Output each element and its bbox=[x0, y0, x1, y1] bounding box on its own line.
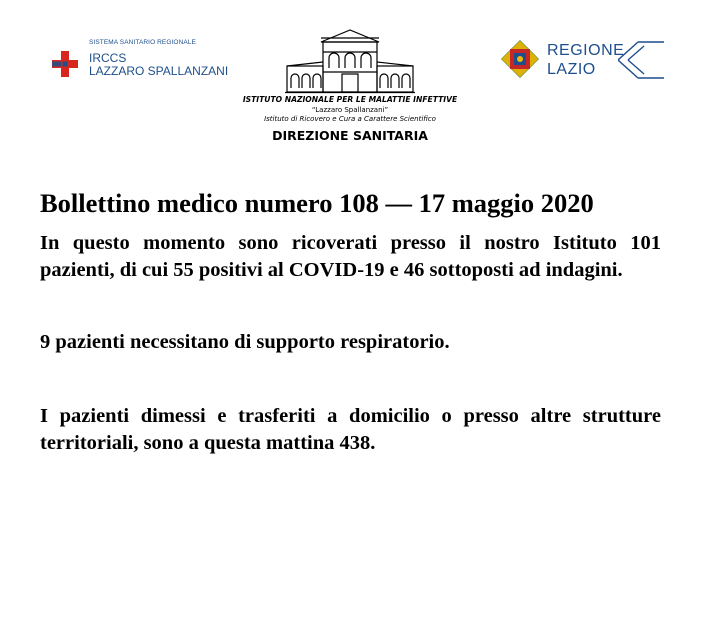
logo-org-small-text: SISTEMA SANITARIO REGIONALE bbox=[89, 39, 196, 46]
logo-irccs-text: IRCCS bbox=[89, 51, 127, 65]
medical-cross-icon bbox=[52, 51, 78, 77]
bulletin-paragraph-admissions: In questo momento sono ricoverati presso il nostro Istituto 101 pazienti, di cui 55 positivi al COVID-19 e 46 sottoposti ad indagini. bbox=[40, 232, 661, 281]
lazio-chevron-icon bbox=[618, 40, 664, 80]
bulletin-paragraph-respiratory: 9 pazienti necessitano di supporto respiratorio. bbox=[40, 331, 450, 353]
department-title: DIREZIONE SANITARIA bbox=[272, 128, 428, 143]
lazio-emblem-icon bbox=[500, 39, 540, 79]
lazio-text: LAZIO bbox=[547, 61, 596, 78]
institute-quoted-name: “Lazzaro Spallanzani” bbox=[311, 106, 389, 114]
regione-lazio-logo bbox=[500, 39, 665, 83]
institute-description: Istituto di Ricovero e Cura a Carattere Scientifico bbox=[264, 115, 436, 123]
regione-text: REGIONE bbox=[547, 42, 625, 59]
bulletin-paragraph-discharged: I pazienti dimessi e trasferiti a domicilio o presso altre strutture territoriali, sono a questa mattina 438. bbox=[40, 405, 661, 454]
spallanzani-logo bbox=[52, 38, 232, 86]
bulletin-content bbox=[40, 186, 661, 457]
logo-spallanzani-text: LAZZARO SPALLANZANI bbox=[89, 64, 229, 78]
institute-name: ISTITUTO NAZIONALE PER LE MALATTIE INFETTIVE bbox=[242, 95, 458, 104]
bulletin-title: Bollettino medico numero 108 — 17 maggio 2020 bbox=[40, 188, 594, 218]
institute-header bbox=[230, 28, 470, 143]
building-icon bbox=[285, 28, 415, 94]
